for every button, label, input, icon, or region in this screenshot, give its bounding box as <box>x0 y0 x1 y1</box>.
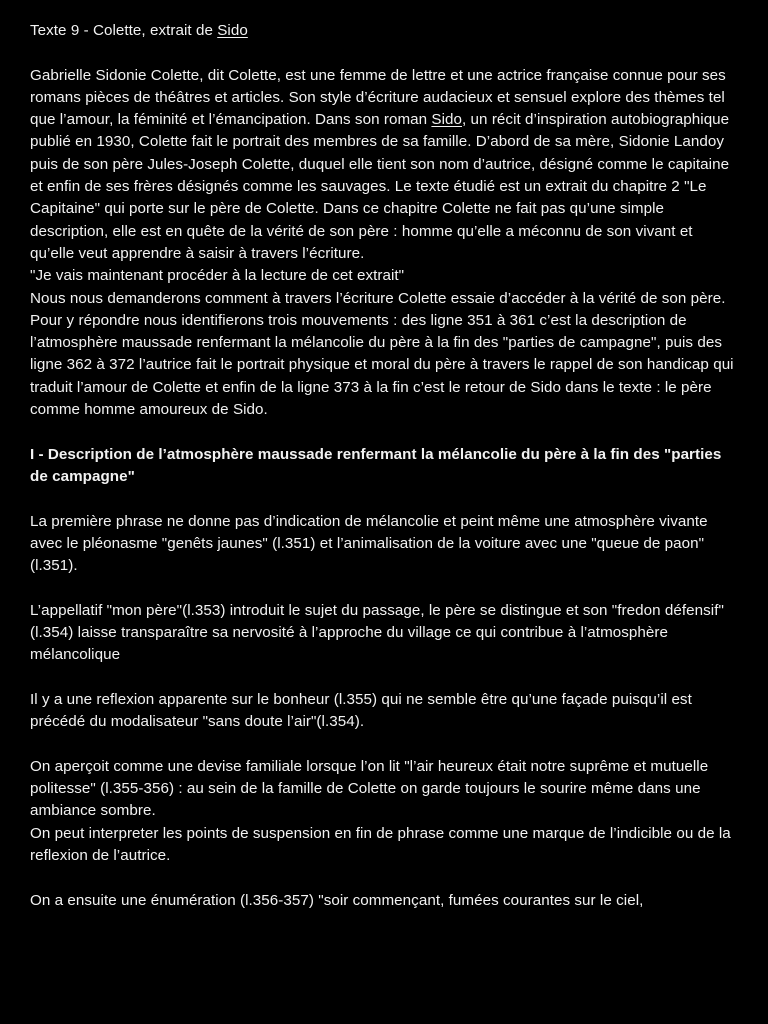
spacer <box>30 734 740 756</box>
intro-text-part1: Gabrielle Sidonie Colette, dit Colette, est une femme de lettre et une actrice française connue pour ses romans pièces de théâtres et articles. Son style d’écriture audacieux et sensuel explore des thèmes tel que l’amour, la féminité et l’émancipation. Dans son roman <box>30 66 726 129</box>
intro-text-part2: , un récit d’inspiration autobiographique publié en 1930, Colette fait le portrait des membres de sa famille. D’abord de sa mère, Sidonie Landoy puis de son père Jules-Joseph Colette, duquel elle tient son nom d’autrice, désigné comme le capitaine et enfin de ses frères désignés comme les sauvages. Le texte étudié est un extrait du chapitre 2 "Le Capitaine" qui porte sur le père de Colette. Dans ce chapitre Colette ne fait pas qu’une simple description, elle est en quête de la vérité de son père : homme qu’elle a méconnu de son vivant et qu’elle veut apprendre à saisir à travers l’écriture. <box>30 111 730 262</box>
document-title <box>30 20 740 42</box>
document-body <box>30 20 740 912</box>
spacer <box>30 867 740 889</box>
spacer <box>30 42 740 64</box>
section-heading: I - Description de l’atmosphère maussade renfermant la mélancolie du père à la fin des "parties de campagne" <box>30 445 722 485</box>
reading-line: "Je vais maintenant procéder à la lecture de cet extrait" <box>30 267 405 285</box>
analysis-paragraph: La première phrase ne donne pas d’indication de mélancolie et peint même une atmosphère vivante avec le pléonasme "genêts jaunes" (l.351) et l’animalisation de la voiture avec une "queue de paon" (l.351). <box>30 512 708 575</box>
analysis-paragraph: Il y a une reflexion apparente sur le bonheur (l.355) qui ne semble être qu’une façade puisqu’il est précédé du modalisateur "sans doute l’air"(l.354). <box>30 690 692 731</box>
problematic-paragraph: Nous nous demanderons comment à travers l’écriture Colette essaie d’accéder à la vérité de son père. <box>30 289 726 307</box>
analysis-paragraph: On a ensuite une énumération (l.356-357) "soir commençant, fumées courantes sur le ciel, <box>30 891 644 909</box>
intro-paragraph <box>30 65 740 266</box>
spacer <box>30 667 740 689</box>
analysis-paragraph: On aperçoit comme une devise familiale lorsque l’on lit "l’air heureux était notre suprême et mutuelle politesse" (l.355-356) : au sein de la famille de Colette on garde toujours le sourire même dans une ambiance sombre. <box>30 757 709 820</box>
intro-book-link[interactable]: Sido <box>431 111 463 129</box>
plan-paragraph: Pour y répondre nous identifierons trois mouvements : des ligne 351 à 361 c’est la description de l’atmosphère maussade renfermant la mélancolie du père à la fin des "parties de campagne", puis des ligne 362 à 372 l’autrice fait le portrait physique et moral du père à travers le rappel de son handicap qui traduit l’amour de Colette et enfin de la ligne 373 à la fin c’est le retour de Sido dans le texte : le père comme homme amoureux de Sido. <box>30 311 734 419</box>
analysis-paragraph: On peut interpreter les points de suspension en fin de phrase comme une marque de l’indicible ou de la reflexion de l’autrice. <box>30 824 731 864</box>
title-prefix: Texte 9 - Colette, extrait de <box>30 22 218 39</box>
spacer <box>30 488 740 510</box>
spacer <box>30 577 740 599</box>
spacer <box>30 421 740 443</box>
title-book-link[interactable]: Sido <box>217 22 248 39</box>
analysis-paragraph: L’appellatif "mon père"(l.353) introduit le sujet du passage, le père se distingue et son "fredon défensif"(l.354) laisse transparaître sa nervosité à l’approche du village ce qui contribue à l’atmosphère mélancolique <box>30 601 724 664</box>
